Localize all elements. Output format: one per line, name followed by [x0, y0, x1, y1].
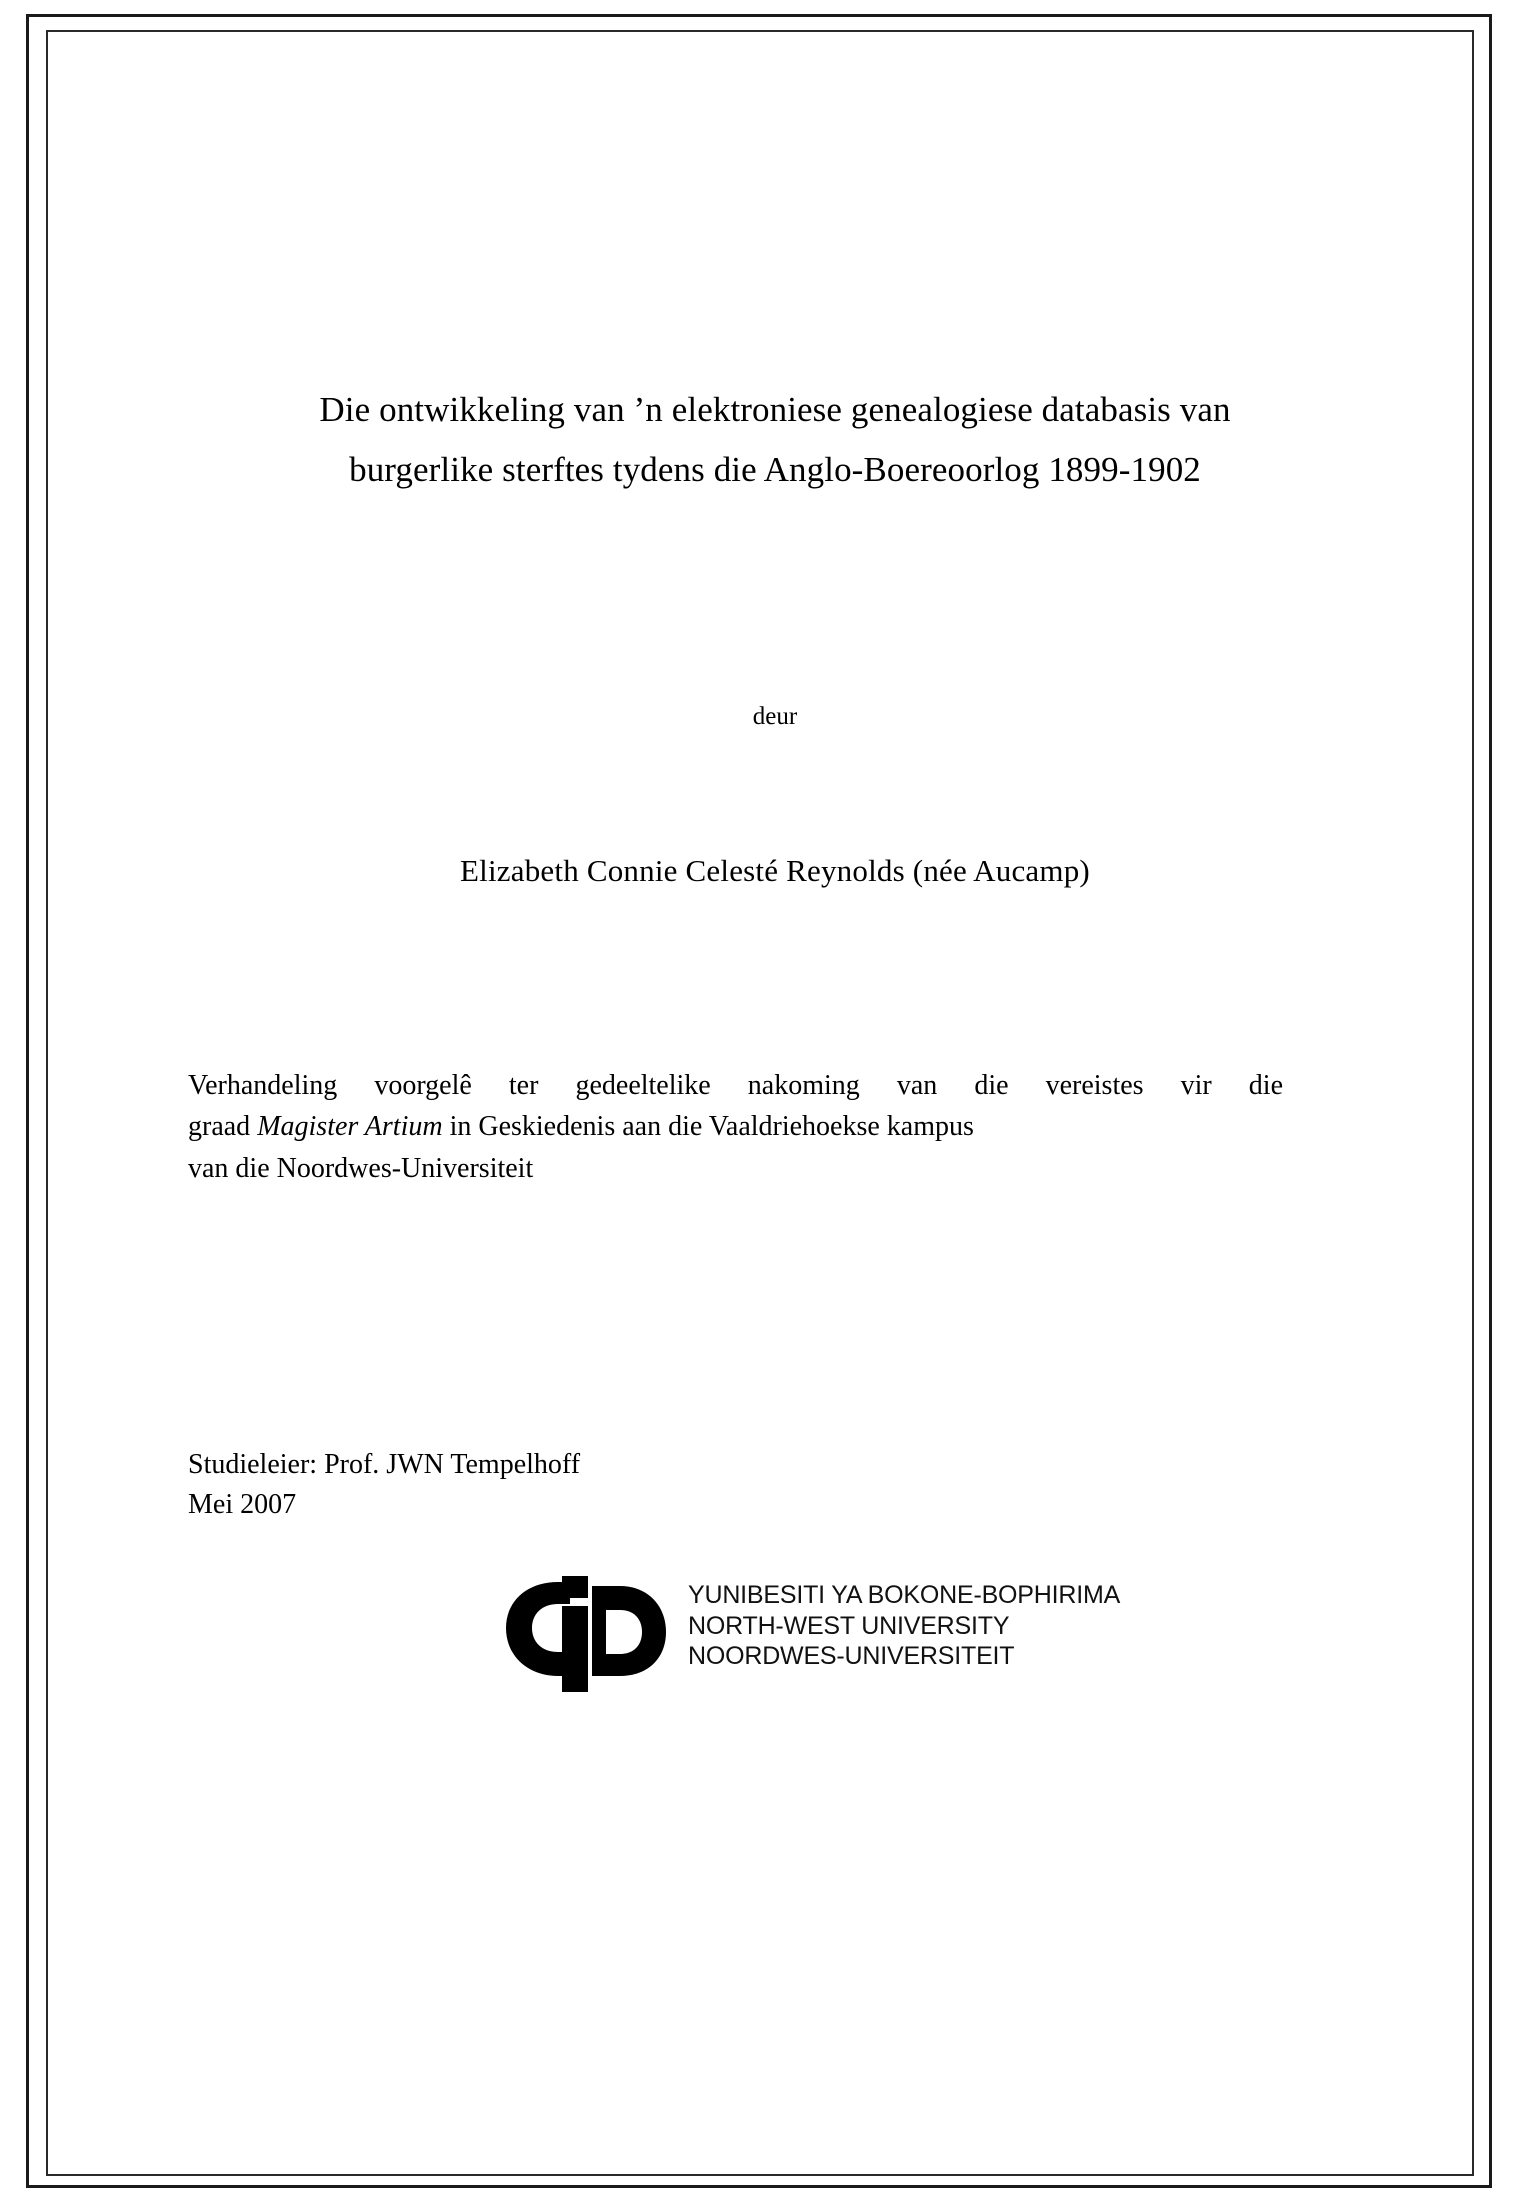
title-line-2: burgerlike sterftes tydens die Anglo-Boereoorlog 1899-1902 — [349, 450, 1201, 490]
supervisor-line: Studieleier: Prof. JWN Tempelhoff — [188, 1449, 581, 1480]
logo-text-block — [688, 1580, 1120, 1672]
logo-text-line-1: YUNIBESITI YA BOKONE-BOPHIRIMA — [688, 1581, 1121, 1609]
degree-name-italic: Magister Artium — [257, 1111, 443, 1143]
author-name: Elizabeth Connie Celesté Reynolds (née Aucamp) — [460, 853, 1090, 888]
degree-suffix: in Geskiedenis aan die Vaaldriehoekse kampus — [442, 1111, 974, 1143]
date-line: Mei 2007 — [188, 1488, 297, 1520]
title-line-1: Die ontwikkeling van ’n elektroniese genealogiese databasis van — [319, 390, 1231, 429]
supervisor-block — [188, 1445, 1288, 1525]
degree-statement-line-2 — [188, 1106, 1283, 1147]
degree-statement — [188, 1065, 1283, 1189]
logo-text-line-2: NORTH-WEST UNIVERSITY — [688, 1611, 1010, 1640]
degree-statement-line-1: Verhandeling voorgelê ter gedeeltelike nakoming van die vereistes vir die — [188, 1070, 1283, 1101]
page-title — [180, 380, 1370, 500]
degree-prefix: graad — [188, 1111, 258, 1143]
page-content — [110, 60, 1430, 2150]
north-west-university-logo-icon — [500, 1576, 680, 1694]
university-logo — [500, 1572, 1200, 1702]
logo-text-line-3: NOORDWES-UNIVERSITEIT — [688, 1642, 1015, 1670]
by-label: deur — [752, 703, 798, 730]
degree-statement-line-3: van die Noordwes-Universiteit — [188, 1152, 534, 1184]
